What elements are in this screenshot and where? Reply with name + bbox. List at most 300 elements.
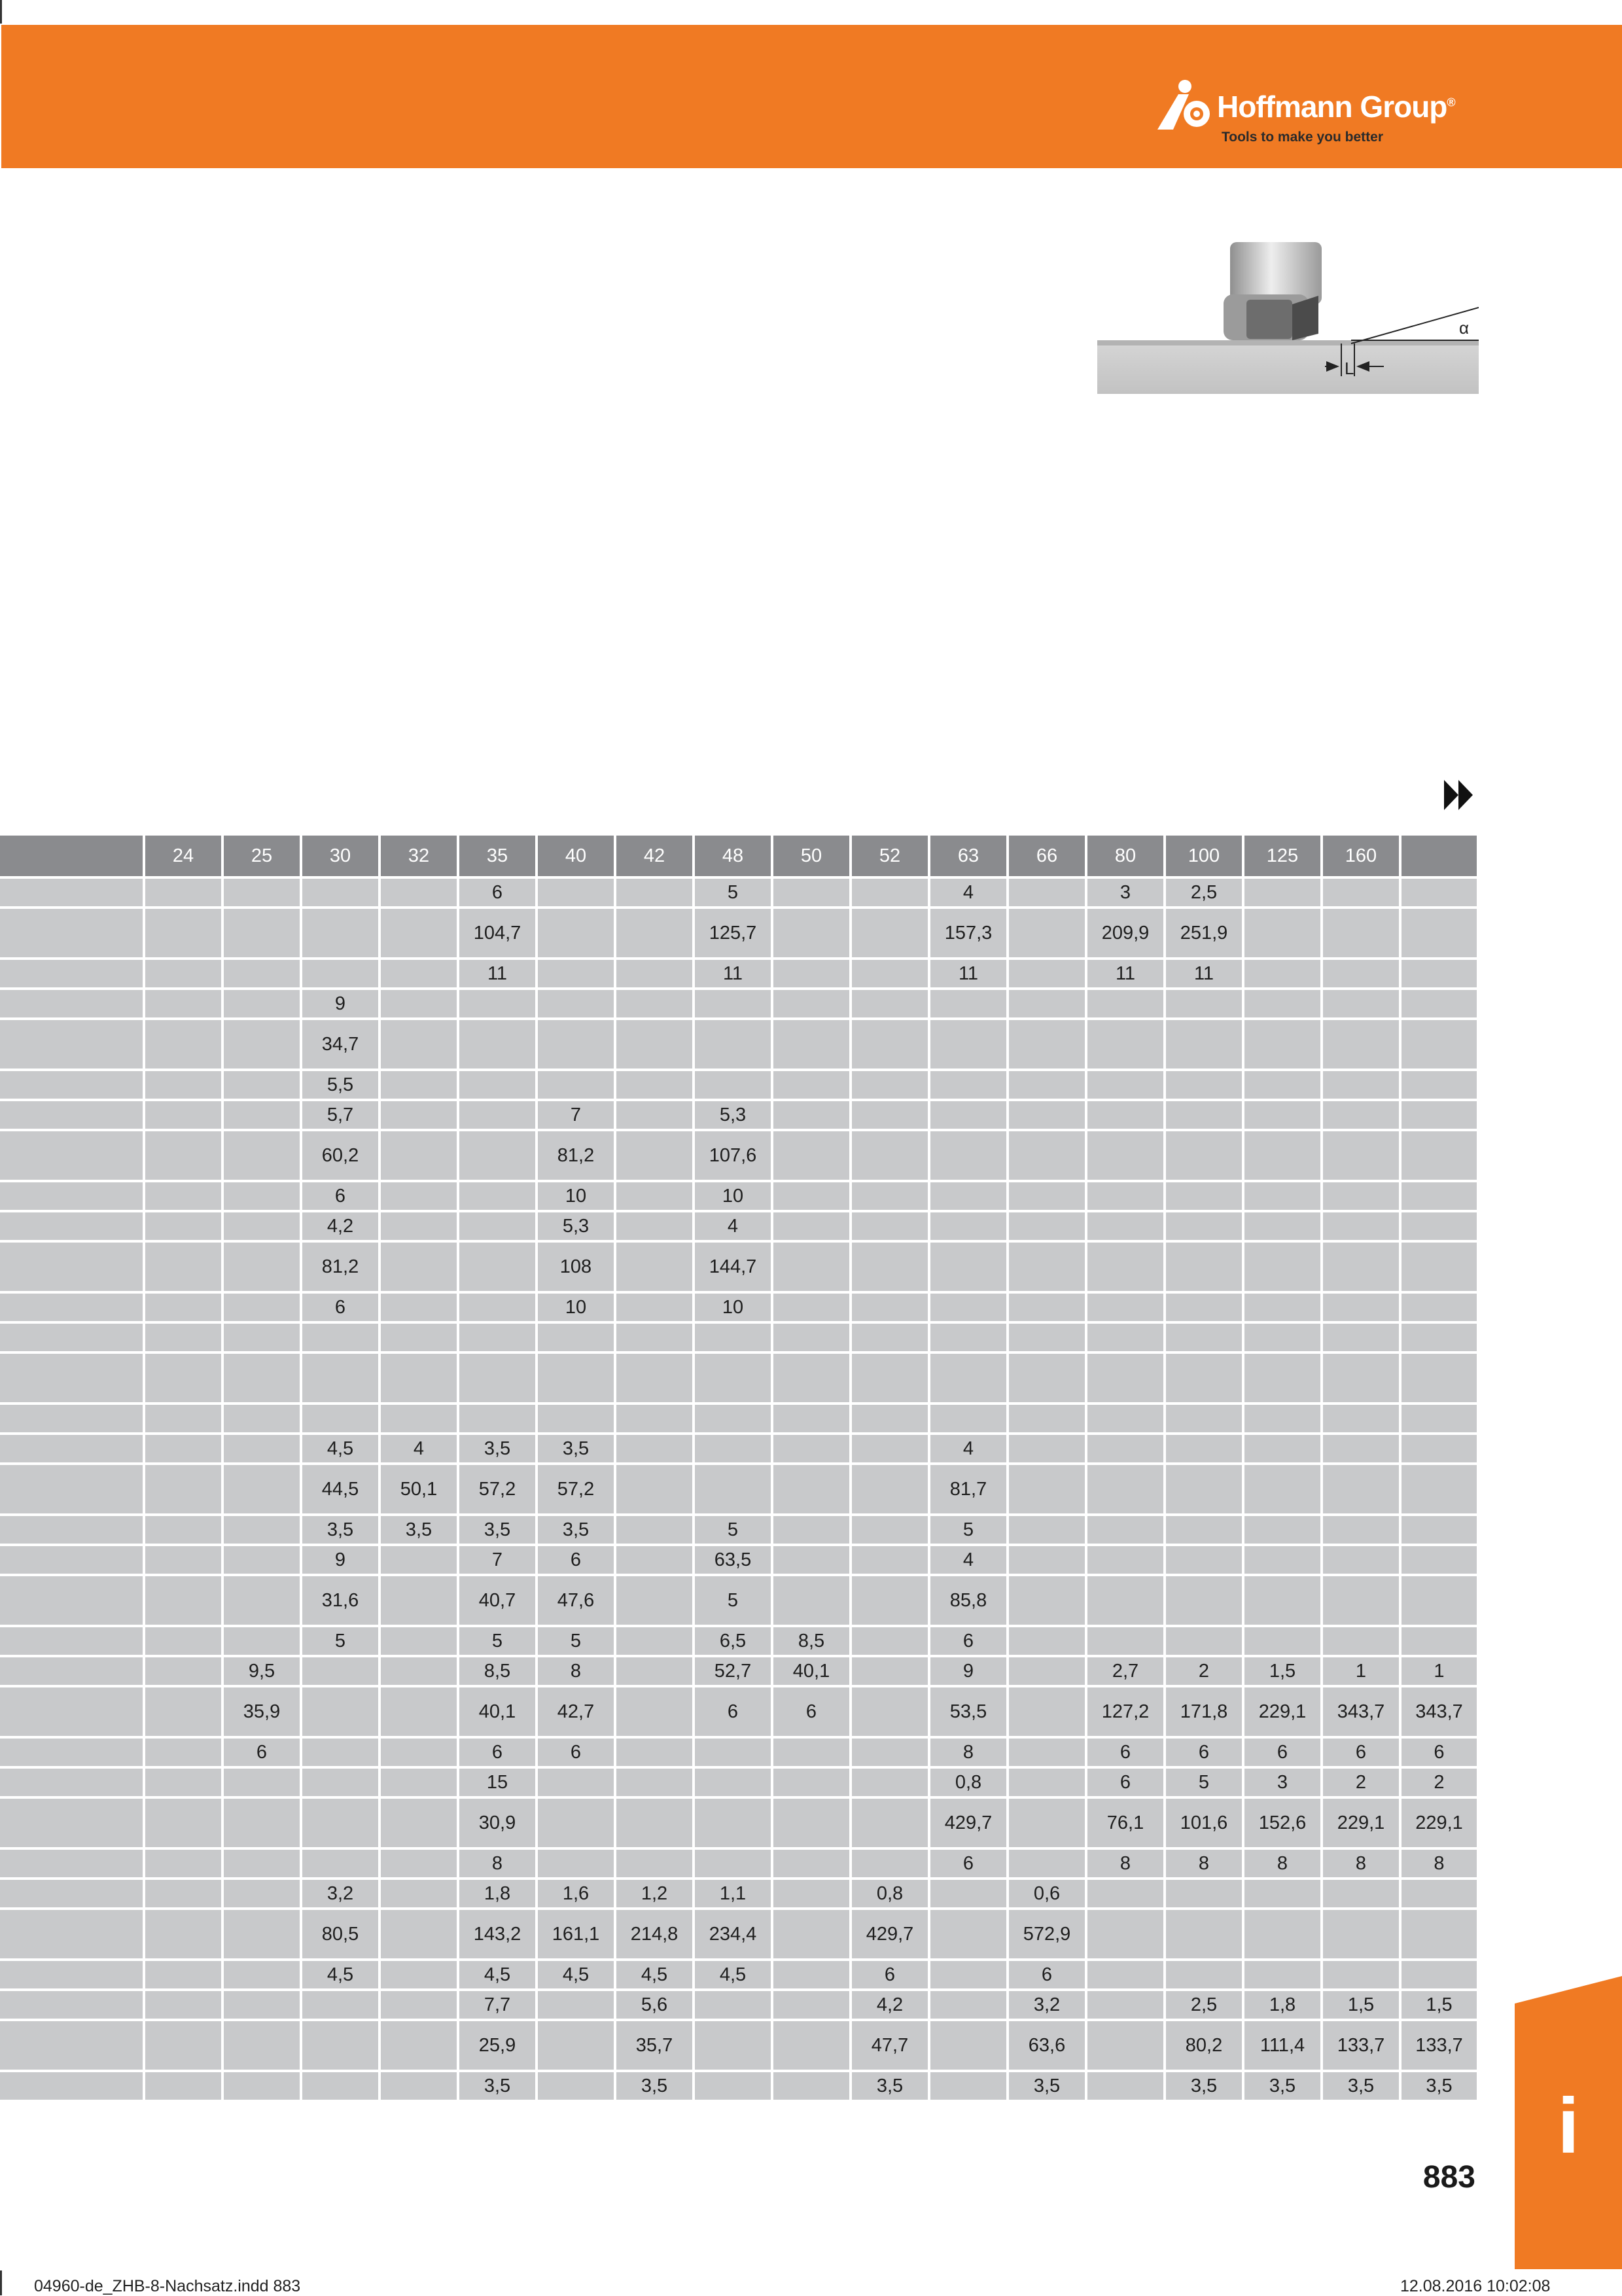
- table-cell: 81,2: [302, 1243, 381, 1294]
- table-cell: [0, 1576, 145, 1627]
- table-row: [0, 1769, 1479, 1799]
- info-icon: i: [1557, 2082, 1579, 2170]
- table-cell: [381, 990, 459, 1020]
- table-cell: [381, 1799, 459, 1850]
- table-cell: [1323, 1910, 1402, 1961]
- table-cell: [773, 879, 852, 909]
- table-cell: 3: [1244, 1769, 1323, 1799]
- table-cell: [538, 990, 616, 1020]
- table-cell: 2,5: [1166, 879, 1244, 909]
- table-cell: [852, 1850, 930, 1880]
- table-cell: 6: [1402, 1739, 1479, 1769]
- table-cell: 6: [302, 1182, 381, 1212]
- table-cell: [1087, 1516, 1166, 1546]
- table-cell: 5,7: [302, 1101, 381, 1131]
- table-cell: [616, 1354, 695, 1405]
- table-row: [0, 1627, 1479, 1657]
- table-cell: 6: [1323, 1739, 1402, 1769]
- table-cell: 1,1: [695, 1880, 773, 1910]
- table-cell: 5: [695, 879, 773, 909]
- table-cell: 5,3: [695, 1101, 773, 1131]
- table-cell: [930, 2072, 1009, 2102]
- table-cell: [145, 960, 224, 990]
- table-cell: [1087, 1324, 1166, 1354]
- table-cell: [145, 1961, 224, 1991]
- table-cell: [1166, 1212, 1244, 1243]
- table-cell: [381, 2021, 459, 2072]
- table-cell: 1,6: [538, 1880, 616, 1910]
- table-cell: 57,2: [538, 1465, 616, 1516]
- table-row: [0, 1516, 1479, 1546]
- table-cell: [1244, 1627, 1323, 1657]
- table-cell: [1244, 990, 1323, 1020]
- table-cell: 4: [695, 1212, 773, 1243]
- table-cell: [0, 1182, 145, 1212]
- table-cell: 6: [224, 1739, 302, 1769]
- table-cell: 80,5: [302, 1910, 381, 1961]
- table-cell: [381, 1850, 459, 1880]
- table-cell: 5: [538, 1627, 616, 1657]
- table-cell: 6: [302, 1294, 381, 1324]
- table-cell: [145, 1465, 224, 1516]
- table-cell: [1402, 1020, 1479, 1071]
- table-cell: [1244, 1546, 1323, 1576]
- table-cell: [381, 1739, 459, 1769]
- table-cell: [224, 1769, 302, 1799]
- table-cell: [381, 1576, 459, 1627]
- table-cell: 85,8: [930, 1576, 1009, 1627]
- info-side-tab[interactable]: [1515, 1976, 1622, 2269]
- table-cell: [773, 1101, 852, 1131]
- table-cell: 3,2: [302, 1880, 381, 1910]
- table-cell: [0, 1405, 145, 1435]
- table-cell: 6: [695, 1687, 773, 1739]
- table-cell: [1009, 960, 1087, 990]
- table-cell: [1323, 1212, 1402, 1243]
- table-cell: [930, 990, 1009, 1020]
- table-cell: [1323, 1405, 1402, 1435]
- table-cell: [1323, 1576, 1402, 1627]
- table-cell: [538, 1071, 616, 1101]
- table-cell: [224, 1910, 302, 1961]
- table-row: [0, 1546, 1479, 1576]
- table-cell: [1402, 1961, 1479, 1991]
- table-cell: [145, 1324, 224, 1354]
- table-cell: [0, 1516, 145, 1546]
- table-cell: [1087, 1182, 1166, 1212]
- table-cell: 3,5: [1244, 2072, 1323, 2102]
- table-cell: 34,7: [302, 1020, 381, 1071]
- table-cell: [1402, 1101, 1479, 1131]
- table-cell: [1323, 960, 1402, 990]
- table-cell: [538, 1405, 616, 1435]
- table-cell: 229,1: [1402, 1799, 1479, 1850]
- table-cell: 214,8: [616, 1910, 695, 1961]
- table-cell: [302, 1739, 381, 1769]
- data-table: [0, 836, 1479, 2102]
- table-cell: [1009, 1687, 1087, 1739]
- table-cell: [695, 1769, 773, 1799]
- table-cell: 3,5: [1323, 2072, 1402, 2102]
- table-cell: [1166, 1020, 1244, 1071]
- table-row: [0, 1435, 1479, 1465]
- table-cell: 4: [930, 1435, 1009, 1465]
- table-cell: 5,6: [616, 1991, 695, 2021]
- table-cell: [695, 1739, 773, 1769]
- table-cell: 11: [930, 960, 1009, 990]
- table-cell: [930, 1182, 1009, 1212]
- table-cell: [224, 1850, 302, 1880]
- table-cell: [930, 2021, 1009, 2072]
- column-header: 160: [1323, 836, 1402, 879]
- table-cell: [695, 1405, 773, 1435]
- table-cell: 8: [459, 1850, 538, 1880]
- table-cell: 107,6: [695, 1131, 773, 1182]
- table-cell: [381, 1991, 459, 2021]
- table-row: [0, 1576, 1479, 1627]
- table-cell: 4,2: [302, 1212, 381, 1243]
- table-cell: 1: [1323, 1657, 1402, 1687]
- table-cell: [1009, 1020, 1087, 1071]
- table-cell: 229,1: [1323, 1799, 1402, 1850]
- table-cell: [773, 1961, 852, 1991]
- table-cell: 81,2: [538, 1131, 616, 1182]
- table-cell: [381, 1131, 459, 1182]
- table-cell: [1323, 1465, 1402, 1516]
- table-cell: [1087, 1405, 1166, 1435]
- table-cell: [773, 1294, 852, 1324]
- table-cell: [0, 1101, 145, 1131]
- column-header: 35: [459, 836, 538, 879]
- table-cell: [1166, 1465, 1244, 1516]
- table-cell: [224, 1020, 302, 1071]
- table-cell: [852, 1739, 930, 1769]
- table-cell: 5: [695, 1576, 773, 1627]
- table-row: [0, 1071, 1479, 1101]
- table-cell: [1244, 1071, 1323, 1101]
- table-cell: [773, 909, 852, 960]
- table-cell: [1087, 990, 1166, 1020]
- table-cell: [381, 1182, 459, 1212]
- table-cell: [852, 1101, 930, 1131]
- table-cell: [930, 1961, 1009, 1991]
- table-cell: [1323, 1880, 1402, 1910]
- table-cell: [1402, 1880, 1479, 1910]
- table-cell: 63,5: [695, 1546, 773, 1576]
- table-cell: [381, 1071, 459, 1101]
- table-cell: [773, 1991, 852, 2021]
- column-header: 125: [1244, 836, 1323, 879]
- table-cell: 8,5: [773, 1627, 852, 1657]
- table-cell: [381, 1101, 459, 1131]
- table-cell: 15: [459, 1769, 538, 1799]
- table-cell: [930, 1354, 1009, 1405]
- table-cell: 60,2: [302, 1131, 381, 1182]
- table-cell: 5: [930, 1516, 1009, 1546]
- table-cell: 5,3: [538, 1212, 616, 1243]
- table-cell: [930, 1020, 1009, 1071]
- double-chevron-right-icon[interactable]: [1443, 779, 1475, 811]
- table-cell: [616, 1071, 695, 1101]
- table-cell: [695, 1324, 773, 1354]
- table-row: [0, 1799, 1479, 1850]
- table-row: [0, 1687, 1479, 1739]
- table-cell: [852, 1294, 930, 1324]
- table-cell: [224, 1071, 302, 1101]
- table-cell: [852, 1405, 930, 1435]
- table-cell: [1402, 1243, 1479, 1294]
- table-cell: [1087, 1294, 1166, 1324]
- table-cell: [1087, 2021, 1166, 2072]
- table-cell: [1244, 1435, 1323, 1465]
- table-cell: 6,5: [695, 1627, 773, 1657]
- table-cell: [1087, 1212, 1166, 1243]
- table-cell: 11: [1087, 960, 1166, 990]
- table-cell: [0, 1435, 145, 1465]
- table-row: [0, 1212, 1479, 1243]
- table-cell: 42,7: [538, 1687, 616, 1739]
- table-cell: [459, 1324, 538, 1354]
- table-cell: [852, 1131, 930, 1182]
- table-cell: 4,5: [302, 1435, 381, 1465]
- table-cell: [224, 879, 302, 909]
- table-cell: [1009, 1101, 1087, 1131]
- table-cell: 6: [773, 1687, 852, 1739]
- table-cell: [381, 1627, 459, 1657]
- table-cell: [381, 1324, 459, 1354]
- table-cell: [852, 1243, 930, 1294]
- table-cell: [538, 2021, 616, 2072]
- table-cell: 3,5: [616, 2072, 695, 2102]
- table-cell: [145, 1576, 224, 1627]
- table-cell: [1323, 1354, 1402, 1405]
- table-cell: 3,5: [1166, 2072, 1244, 2102]
- table-cell: [616, 1101, 695, 1131]
- table-cell: 25,9: [459, 2021, 538, 2072]
- table-cell: [1402, 1071, 1479, 1101]
- table-cell: [1166, 1324, 1244, 1354]
- table-cell: [616, 1294, 695, 1324]
- table-cell: [1323, 1101, 1402, 1131]
- table-cell: [1244, 1354, 1323, 1405]
- table-cell: [616, 1850, 695, 1880]
- table-cell: [0, 1850, 145, 1880]
- table-cell: [302, 879, 381, 909]
- table-cell: 3,5: [459, 2072, 538, 2102]
- table-cell: [381, 1020, 459, 1071]
- table-cell: [538, 1020, 616, 1071]
- table-cell: [459, 990, 538, 1020]
- table-cell: [224, 1243, 302, 1294]
- table-cell: [145, 1910, 224, 1961]
- table-cell: [1244, 1212, 1323, 1243]
- table-cell: [145, 2021, 224, 2072]
- table-cell: 47,6: [538, 1576, 616, 1627]
- table-cell: [1087, 2072, 1166, 2102]
- table-cell: [616, 1516, 695, 1546]
- table-cell: 5: [302, 1627, 381, 1657]
- column-header: 80: [1087, 836, 1166, 879]
- table-cell: 1,8: [459, 1880, 538, 1910]
- table-cell: 111,4: [1244, 2021, 1323, 2072]
- table-cell: 1,2: [616, 1880, 695, 1910]
- table-cell: 2: [1166, 1657, 1244, 1687]
- table-cell: [224, 909, 302, 960]
- table-cell: [1323, 1516, 1402, 1546]
- table-cell: [1323, 879, 1402, 909]
- table-cell: 3,5: [538, 1435, 616, 1465]
- table-cell: 4,5: [538, 1961, 616, 1991]
- table-cell: [1402, 1627, 1479, 1657]
- table-cell: [145, 1799, 224, 1850]
- table-cell: [1009, 1657, 1087, 1687]
- table-cell: [1166, 1880, 1244, 1910]
- brand-name: Hoffmann Group®: [1217, 90, 1455, 124]
- table-cell: [773, 1546, 852, 1576]
- table-cell: 3,5: [459, 1435, 538, 1465]
- table-cell: [381, 1546, 459, 1576]
- table-cell: [145, 1020, 224, 1071]
- table-cell: [0, 1799, 145, 1850]
- table-cell: [0, 1657, 145, 1687]
- length-label: L: [1345, 359, 1354, 378]
- table-cell: [930, 1071, 1009, 1101]
- table-cell: [381, 960, 459, 990]
- table-cell: 143,2: [459, 1910, 538, 1961]
- table-cell: 8: [1087, 1850, 1166, 1880]
- table-cell: 3,5: [1009, 2072, 1087, 2102]
- table-cell: [1087, 1131, 1166, 1182]
- table-cell: [1166, 1354, 1244, 1405]
- table-cell: [1244, 909, 1323, 960]
- table-cell: [616, 1405, 695, 1435]
- table-cell: 2,5: [1166, 1991, 1244, 2021]
- table-cell: [538, 1769, 616, 1799]
- table-cell: [1009, 1850, 1087, 1880]
- table-cell: [852, 909, 930, 960]
- table-cell: [538, 879, 616, 909]
- table-cell: [1087, 1546, 1166, 1576]
- table-cell: [616, 1576, 695, 1627]
- table-cell: 81,7: [930, 1465, 1009, 1516]
- table-cell: [224, 1324, 302, 1354]
- table-cell: [381, 1657, 459, 1687]
- table-row: [0, 2021, 1479, 2072]
- table-cell: [224, 1576, 302, 1627]
- table-cell: [145, 1101, 224, 1131]
- table-cell: [773, 1516, 852, 1546]
- table-cell: 125,7: [695, 909, 773, 960]
- table-cell: [930, 1991, 1009, 2021]
- table-cell: [695, 2072, 773, 2102]
- table-cell: 63,6: [1009, 2021, 1087, 2072]
- table-cell: [145, 2072, 224, 2102]
- table-row: [0, 1182, 1479, 1212]
- table-cell: [224, 1627, 302, 1657]
- table-cell: 3,2: [1009, 1991, 1087, 2021]
- table-cell: [381, 1880, 459, 1910]
- angle-label: α: [1459, 318, 1470, 338]
- table-cell: 9,5: [224, 1657, 302, 1687]
- table-cell: 6: [459, 879, 538, 909]
- table-cell: [145, 1739, 224, 1769]
- table-cell: [1402, 1516, 1479, 1546]
- table-cell: [695, 1465, 773, 1516]
- table-cell: [381, 1294, 459, 1324]
- table-cell: 5: [695, 1516, 773, 1546]
- table-cell: 40,1: [773, 1657, 852, 1687]
- table-cell: [224, 960, 302, 990]
- table-cell: [145, 879, 224, 909]
- brand-logo: [1155, 72, 1482, 150]
- table-cell: [302, 960, 381, 990]
- table-row: [0, 1465, 1479, 1516]
- table-cell: [1087, 1961, 1166, 1991]
- table-cell: [695, 2021, 773, 2072]
- table-cell: [1087, 1576, 1166, 1627]
- table-cell: [302, 1850, 381, 1880]
- table-cell: [930, 1880, 1009, 1910]
- table-cell: 6: [1087, 1739, 1166, 1769]
- table-cell: 4: [930, 1546, 1009, 1576]
- table-cell: [1166, 1243, 1244, 1294]
- table-cell: [1402, 1435, 1479, 1465]
- table-cell: [1323, 909, 1402, 960]
- table-cell: 11: [695, 960, 773, 990]
- table-cell: [381, 909, 459, 960]
- table-cell: [930, 1243, 1009, 1294]
- table-cell: [852, 1020, 930, 1071]
- table-cell: 152,6: [1244, 1799, 1323, 1850]
- table-cell: [852, 1627, 930, 1657]
- table-cell: [302, 2021, 381, 2072]
- table-cell: [1009, 1354, 1087, 1405]
- table-header-row: [0, 836, 1479, 879]
- table-cell: [538, 2072, 616, 2102]
- table-cell: [616, 1627, 695, 1657]
- table-cell: [1323, 1020, 1402, 1071]
- table-cell: [459, 1020, 538, 1071]
- table-cell: [773, 1910, 852, 1961]
- table-row: [0, 1324, 1479, 1354]
- table-cell: [773, 1324, 852, 1354]
- table-cell: 47,7: [852, 2021, 930, 2072]
- table-cell: 8: [1244, 1850, 1323, 1880]
- table-cell: 234,4: [695, 1910, 773, 1961]
- table-cell: [616, 1465, 695, 1516]
- table-cell: [1402, 1546, 1479, 1576]
- table-cell: 144,7: [695, 1243, 773, 1294]
- table-cell: [224, 1465, 302, 1516]
- table-cell: 6: [538, 1546, 616, 1576]
- table-cell: [773, 1850, 852, 1880]
- table-row: [0, 1294, 1479, 1324]
- table-cell: [145, 1850, 224, 1880]
- table-cell: [616, 1546, 695, 1576]
- table-cell: [773, 1405, 852, 1435]
- table-cell: 572,9: [1009, 1910, 1087, 1961]
- table-cell: [1244, 1516, 1323, 1546]
- table-cell: [1402, 960, 1479, 990]
- table-cell: [773, 990, 852, 1020]
- table-cell: [616, 1324, 695, 1354]
- crop-mark: [0, 2270, 2, 2295]
- column-header: 30: [302, 836, 381, 879]
- table-cell: [1166, 1546, 1244, 1576]
- footer-file-info: 04960-de_ZHB-8-Nachsatz.indd 883: [34, 2277, 301, 2295]
- table-cell: [616, 1131, 695, 1182]
- table-cell: 3,5: [381, 1516, 459, 1546]
